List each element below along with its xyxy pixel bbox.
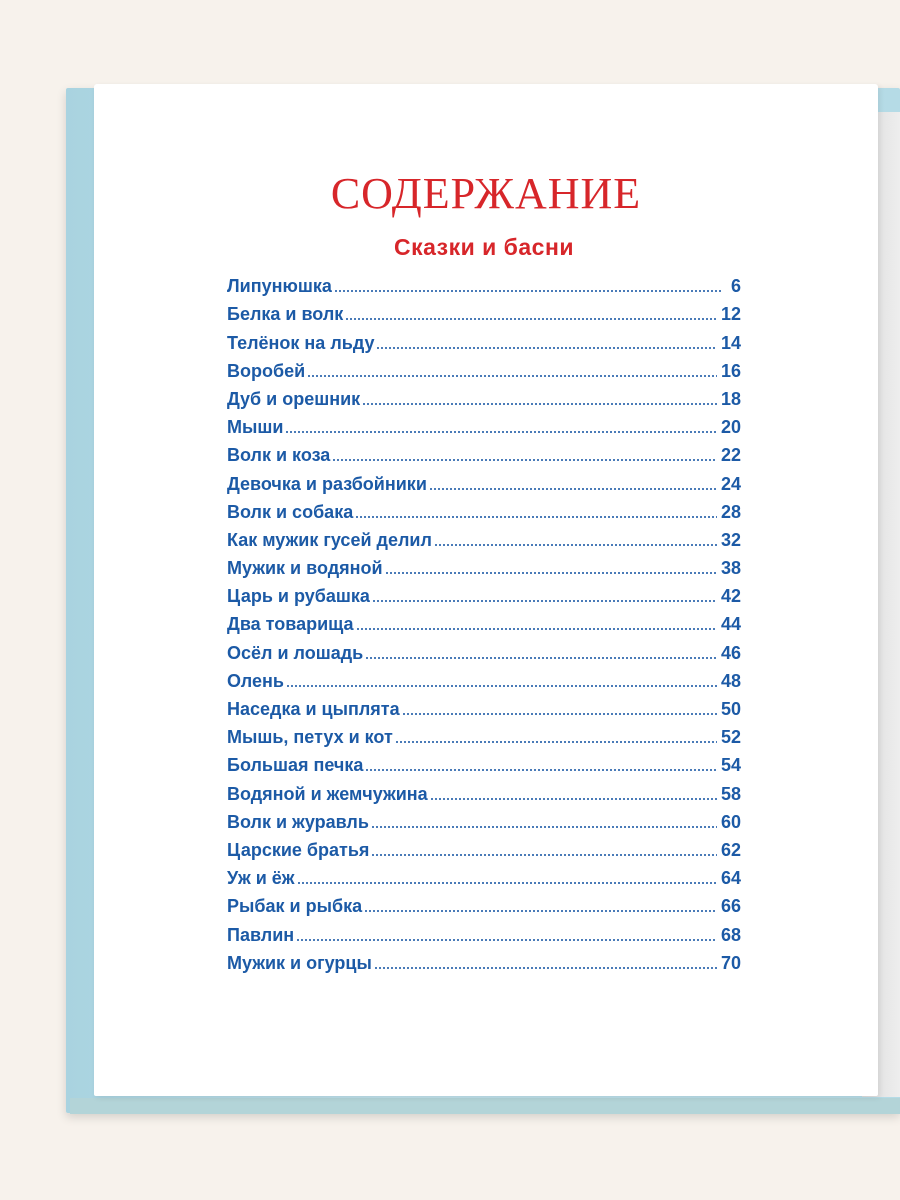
toc-entry-title: Белка и волк xyxy=(227,304,344,325)
toc-entry-page-number: 42 xyxy=(720,586,741,607)
toc-entry-title: Девочка и разбойники xyxy=(227,473,427,494)
toc-entry-title: Водяной и жемчужина xyxy=(227,783,428,804)
toc-entry xyxy=(227,409,741,437)
toc-entry-page-number: 60 xyxy=(720,811,741,832)
dot-leader xyxy=(430,798,717,800)
toc-entry xyxy=(227,465,741,493)
dot-leader xyxy=(372,600,717,602)
toc-entry xyxy=(227,691,741,719)
toc-entry-page-number: 12 xyxy=(720,304,741,325)
dot-leader xyxy=(365,657,717,659)
toc-entry xyxy=(227,437,741,465)
toc-entry xyxy=(227,522,741,550)
dot-leader xyxy=(365,769,717,771)
toc-entry xyxy=(227,578,741,606)
table-of-contents xyxy=(227,268,741,973)
toc-entry-page-number: 70 xyxy=(720,952,741,973)
toc-entry-page-number: 48 xyxy=(720,670,741,691)
dot-leader xyxy=(356,628,717,630)
toc-entry xyxy=(227,634,741,662)
dot-leader xyxy=(364,910,717,912)
toc-entry xyxy=(227,663,741,691)
toc-entry-title: Царские братья xyxy=(227,839,370,860)
dot-leader xyxy=(297,882,717,884)
toc-entry-page-number: 66 xyxy=(720,896,741,917)
toc-entry-page-number: 50 xyxy=(720,699,741,719)
section-heading: Сказки и басни xyxy=(393,234,575,260)
toc-entry-title: Волк и журавль xyxy=(227,811,369,832)
dot-leader xyxy=(345,318,717,320)
toc-entry-title: Рыбак и рыбка xyxy=(227,896,363,917)
toc-entry xyxy=(227,324,741,352)
toc-entry-title: Наседка и цыплята xyxy=(227,699,400,719)
toc-entry-title: Волк и собака xyxy=(227,501,354,522)
toc-entry-page-number: 20 xyxy=(720,417,741,438)
toc-entry-page-number: 16 xyxy=(720,360,741,381)
dot-leader xyxy=(307,375,717,377)
toc-entry-title: Липунюшка xyxy=(227,276,332,297)
dot-leader xyxy=(429,488,717,490)
toc-entry xyxy=(227,860,741,888)
toc-entry xyxy=(227,268,741,296)
dot-leader xyxy=(395,741,717,743)
toc-entry-page-number: 54 xyxy=(720,755,741,776)
dot-leader xyxy=(332,459,717,461)
toc-entry-page-number: 58 xyxy=(720,783,741,804)
toc-entry-title: Мыши xyxy=(227,417,284,438)
toc-entry-title: Мужик и водяной xyxy=(227,558,383,579)
toc-entry xyxy=(227,606,741,634)
dot-leader xyxy=(385,572,717,574)
toc-entry-title: Волк и коза xyxy=(227,445,331,466)
toc-entry-page-number: 24 xyxy=(720,473,741,494)
dot-leader xyxy=(376,347,716,349)
dot-leader xyxy=(286,685,717,687)
toc-entry-title: Павлин xyxy=(227,924,295,945)
dot-leader xyxy=(285,431,717,433)
dot-leader xyxy=(374,967,717,969)
toc-entry xyxy=(227,494,741,522)
toc-entry xyxy=(227,353,741,381)
toc-entry-page-number: 62 xyxy=(720,839,741,860)
toc-entry xyxy=(227,719,741,747)
toc-entry-page-number: 32 xyxy=(720,529,741,550)
toc-entry-page-number: 22 xyxy=(720,445,741,466)
toc-entry-title: Воробей xyxy=(227,360,306,381)
toc-entry-title: Дуб и орешник xyxy=(227,388,361,409)
toc-entry-page-number: 28 xyxy=(720,501,741,522)
dot-leader xyxy=(355,516,717,518)
toc-entry-page-number: 52 xyxy=(720,727,741,748)
toc-entry-title: Телёнок на льду xyxy=(227,332,375,353)
toc-entry-title: Как мужик гусей делил xyxy=(227,529,432,550)
dot-leader xyxy=(434,544,717,546)
toc-entry-title: Осёл и лошадь xyxy=(227,642,364,663)
dot-leader xyxy=(402,713,717,715)
toc-entry xyxy=(227,916,741,944)
dot-leader xyxy=(296,939,717,941)
toc-entry-title: Мышь, петух и кот xyxy=(227,727,393,748)
toc-entry-title: Уж и ёж xyxy=(227,868,295,889)
page-title: СОДЕРЖАНИЕ xyxy=(330,169,642,218)
toc-entry-title: Два товарища xyxy=(227,614,354,635)
dot-leader xyxy=(371,826,717,828)
toc-entry xyxy=(227,888,741,916)
dot-leader xyxy=(334,290,723,292)
toc-entry-title: Большая печка xyxy=(227,755,364,776)
toc-entry-title: Царь и рубашка xyxy=(227,586,370,607)
toc-entry-title: Олень xyxy=(227,670,284,691)
toc-entry-page-number: 46 xyxy=(720,642,741,663)
toc-entry-page-number: 14 xyxy=(720,332,741,353)
toc-entry xyxy=(227,832,741,860)
toc-entry xyxy=(227,381,741,409)
toc-entry xyxy=(227,945,741,973)
toc-entry-page-number: 6 xyxy=(730,276,741,297)
toc-entry-page-number: 38 xyxy=(720,558,741,579)
toc-entry-page-number: 44 xyxy=(720,614,741,635)
toc-entry xyxy=(227,550,741,578)
book-cover-edge xyxy=(70,1098,900,1114)
toc-entry xyxy=(227,775,741,803)
dot-leader xyxy=(371,854,717,856)
toc-entry-page-number: 18 xyxy=(720,388,741,409)
toc-entry xyxy=(227,804,741,832)
toc-entry xyxy=(227,296,741,324)
toc-entry-page-number: 64 xyxy=(720,868,741,889)
dot-leader xyxy=(362,403,717,405)
toc-entry xyxy=(227,747,741,775)
toc-entry-title: Мужик и огурцы xyxy=(227,952,372,973)
toc-entry-page-number: 68 xyxy=(720,924,741,945)
